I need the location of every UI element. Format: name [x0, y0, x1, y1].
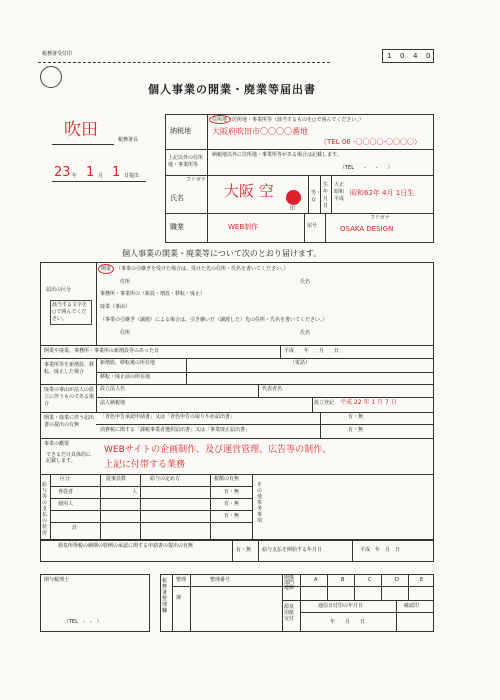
occupation-label: 職業: [170, 223, 184, 231]
trade-name: OSAKA DESIGN: [340, 225, 394, 233]
business-text-1: WEBサイトの企画制作、及び運営管理、広告等の制作、: [104, 445, 332, 455]
business-text-2: 上記に付帯する業務: [104, 460, 186, 470]
tax-place-label: 納税地: [170, 127, 191, 135]
tax-place-options: 住所地・居所地・事業所等（該当するものを○で囲んでください。）: [212, 117, 364, 123]
date-month: 1: [86, 165, 95, 180]
tax-office-name: 吹田: [64, 120, 98, 140]
tax-office-suffix: 税務署長: [118, 137, 139, 143]
occupation-value: WEB制作: [228, 223, 259, 231]
date-year: 23: [54, 165, 71, 180]
gender-options: 男・女: [311, 190, 322, 203]
taxpayer-name: 大阪 空: [224, 182, 274, 200]
date-day: 1: [112, 165, 121, 180]
stamp-circle: [40, 66, 62, 88]
other-address-label: 上記以外の住所地・事業所等: [168, 155, 204, 168]
tax-place-address: 大阪府吹田市〇〇〇〇番地: [212, 127, 308, 136]
tax-place-tel: （TEL 06 -〇〇〇〇-〇〇〇〇）: [320, 138, 422, 146]
form-page: 税務署受付印 1 0 4 0 個人事業の開業・廃業等届出書 吹田 税務署長 23 年 1 月 1 日提出 納税地 住所地・居所地・事業所等（該当するものを○で囲んでください。） 大阪府吹田市〇〇〇〇番地 （TEL 06 -〇〇〇〇-〇〇〇〇） 上記以外の住所地・事業所等 納税地以外に住所地・事業所等がある場合は記載します。 （TEL - - ） フリガナ 氏名 大阪 空 印 男・女 生年月日 大正 昭和 平成 昭和62年 4月 1日生 職業 WEB制作 屋号 フリガナ OSAKA DESIGN 個人事業の開業・廃業等について次のとおり届けます。 届出の区分 該当する文字を○で囲んでください。 開業 （事業の引継ぎを受けた場合は、受けた先の住所・氏名を書いてください。） 住所 氏名 事務所・事業所の（新設・増設・移転・廃止） 廃業（事由） （事業の引継ぎ（譲渡）による場合は、引き継いだ（譲渡した）先の住所・氏名を書いてください。） 住所 氏名 開業や廃業、事務所・事業所の新増設等のあった日 平成 年 月 日 事業所等を新増設、移転、廃止した場合 新増設、移転後の所在地 （電話） 移転・廃止前の所在地 廃業の事由が法人の設立に伴うものである場合 設立法人名 代表者名 法人納税地 設立登記 平成 22 年 1 月 7 日 開業・廃業に伴う届出書の提出の有無 「青色申告承認申請書」又は「青色申告の取りやめ届出書」 有・無 消費税に関する「課税事業者選択届出書」又は「事業廃止届出書」 有・無 事業の概要 できるだけ具体的に記載します。 WEBサイトの企画制作、及び運営管理、広告等の制作、 上記に付帯する業務 給与等の支払の状況 区分 従事員数 給与の定め方 税額の有無 専従者 人 有・無 使用人 有・無 有・無 計 その他参考事項 源泉所得税の納期の特例の承認に関する申請書の提出の有無 有・無 給与支払を開始する年月日 平成 年 月 日 関与税理士 （TEL - - ） 税務署整理欄 整理 簿 整理番号 関係部門連絡 A B C D E 源泉用紙交付 通信日付印の年月日 確認印 年 月 日: [0, 0, 500, 700]
form-title: 個人事業の開業・廃業等届出書: [148, 83, 316, 96]
stamp-label: 税務署受付印: [42, 51, 73, 57]
other-address-note: 納税地以外に住所地・事業所等がある場合は記載します。: [212, 152, 342, 158]
selected-circle: [209, 115, 231, 124]
birth-date: 昭和62年 4月 1日生: [350, 189, 415, 197]
category-label: 届出の区分: [46, 287, 72, 293]
business-label: 事業の概要: [44, 441, 70, 447]
section-heading: 個人事業の開業・廃業等について次のとおり届けます。: [122, 249, 322, 258]
name-label: 氏名: [170, 194, 184, 202]
establish-date: 平成 22 年 1 月 7 日: [340, 399, 397, 406]
form-number-box: 1 0 4 0: [382, 49, 434, 63]
seal-icon: [286, 190, 301, 205]
